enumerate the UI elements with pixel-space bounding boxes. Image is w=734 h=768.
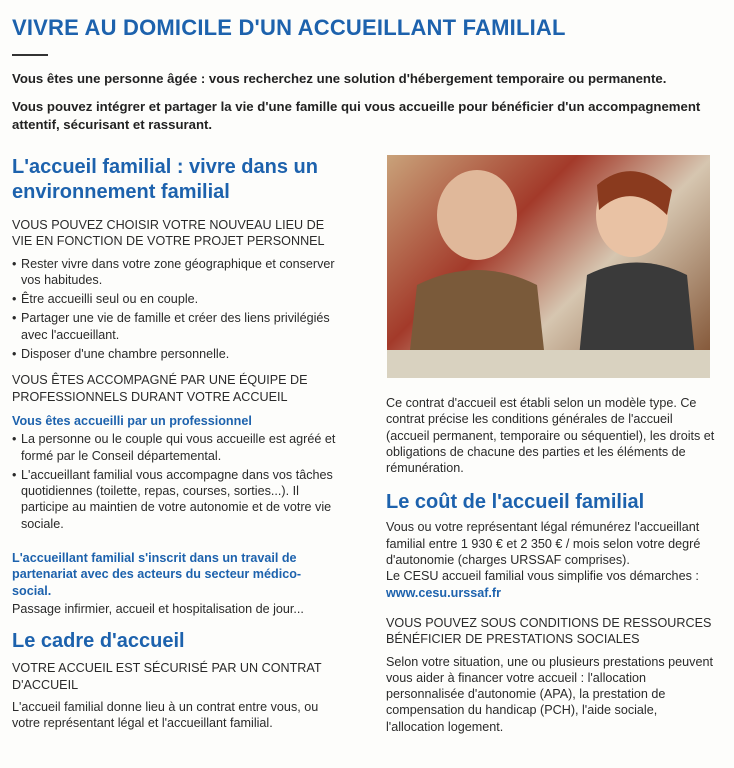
cesu-link[interactable]: www.cesu.urssaf.fr	[386, 585, 502, 600]
page-title: VIVRE AU DOMICILE D'UN ACCUEILLANT FAMILIAL	[12, 15, 566, 40]
title-divider	[12, 54, 48, 56]
contract-text: L'accueil familial donne lieu à un contrat entre vous, ou votre représentant légal et l'accueillant familial.	[12, 699, 319, 731]
cesu-text: Le CESU accueil familial vous simplifie vos démarches :	[386, 569, 699, 584]
caps-heading-choice: VOUS POUVEZ CHOISIR VOTRE NOUVEAU LIEU DE VIE EN FONCTION DE VOTRE PROJET PERSONNEL	[12, 218, 325, 249]
list-item: • L'accueillant familial vous accompagne dans vos tâches quotidiennes (toilette, repas, courses, sorties...). Il participe au maintien de votre autonomie et de votre vie sociale.	[12, 467, 337, 532]
right-column	[386, 395, 716, 735]
intro-line-2: Vous pouvez intégrer et partager la vie d'une famille qui vous accueille pour bénéficier d'un accompagnement attentif, sécurisant et rassurant.	[12, 99, 701, 132]
section-heading-cadre: Le cadre d'accueil	[12, 630, 185, 653]
list-item: • Partager une vie de famille et créer des liens privilégiés avec l'accueillant.	[12, 310, 337, 343]
list-item: • Rester vivre dans votre zone géographique et conserver vos habitudes.	[12, 256, 337, 289]
section-heading-accueil: L'accueil familial : vivre dans un environnement familial	[12, 156, 318, 203]
section-heading-cout: Le coût de l'accueil familial	[386, 491, 645, 514]
list-item: • La personne ou le couple qui vous accueille est agréé et formé par le Conseil départemental.	[12, 431, 337, 464]
choice-list	[12, 256, 337, 363]
subheading-partnership: L'accueillant familial s'inscrit dans un travail de partenariat avec des acteurs du secteur médico-social.	[12, 551, 302, 598]
prestations-text: Selon votre situation, une ou plusieurs prestations peuvent vous aider à financer votre accueil : l'allocation personnalisée d'autonomie (APA), la prestation de compensation du handicap (PCH), l'aide sociale, l'allocation logement.	[386, 654, 713, 734]
elderly-couple-photo	[387, 155, 710, 378]
professional-list	[12, 431, 337, 532]
cost-text: Vous ou votre représentant légal rémunérez l'accueillant familial entre 1 930 € et 2 350 € / mois selon votre degré d'autonomie (charges URSSAF comprises).	[386, 520, 701, 568]
caps-heading-team: VOUS ÊTES ACCOMPAGNÉ PAR UNE ÉQUIPE DE PROFESSIONNELS DURANT VOTRE ACCUEIL	[12, 373, 308, 404]
caps-heading-prestations: VOUS POUVEZ SOUS CONDITIONS DE RESSOURCES BÉNÉFICIER DE PRESTATIONS SOCIALES	[386, 615, 712, 647]
caps-heading-contract: VOTRE ACCUEIL EST SÉCURISÉ PAR UN CONTRAT D'ACCUEIL	[12, 661, 322, 692]
left-column	[12, 155, 337, 731]
subheading-professional: Vous êtes accueilli par un professionnel	[12, 413, 252, 428]
list-item: • Être accueilli seul ou en couple.	[12, 291, 337, 307]
partnership-text: Passage infirmier, accueil et hospitalisation de jour...	[12, 601, 304, 616]
intro-line-1: Vous êtes une personne âgée : vous recherchez une solution d'hébergement temporaire ou permanente.	[12, 71, 667, 86]
photo-illustration	[387, 155, 710, 378]
contract-details-text: Ce contrat d'accueil est établi selon un modèle type. Ce contrat précise les conditions générales de l'accueil (accueil permanent, temporaire ou séquentiel), les droits et obligations de chacune des parties et les éléments de rémunération.	[386, 396, 715, 476]
list-item: • Disposer d'une chambre personnelle.	[12, 346, 337, 362]
